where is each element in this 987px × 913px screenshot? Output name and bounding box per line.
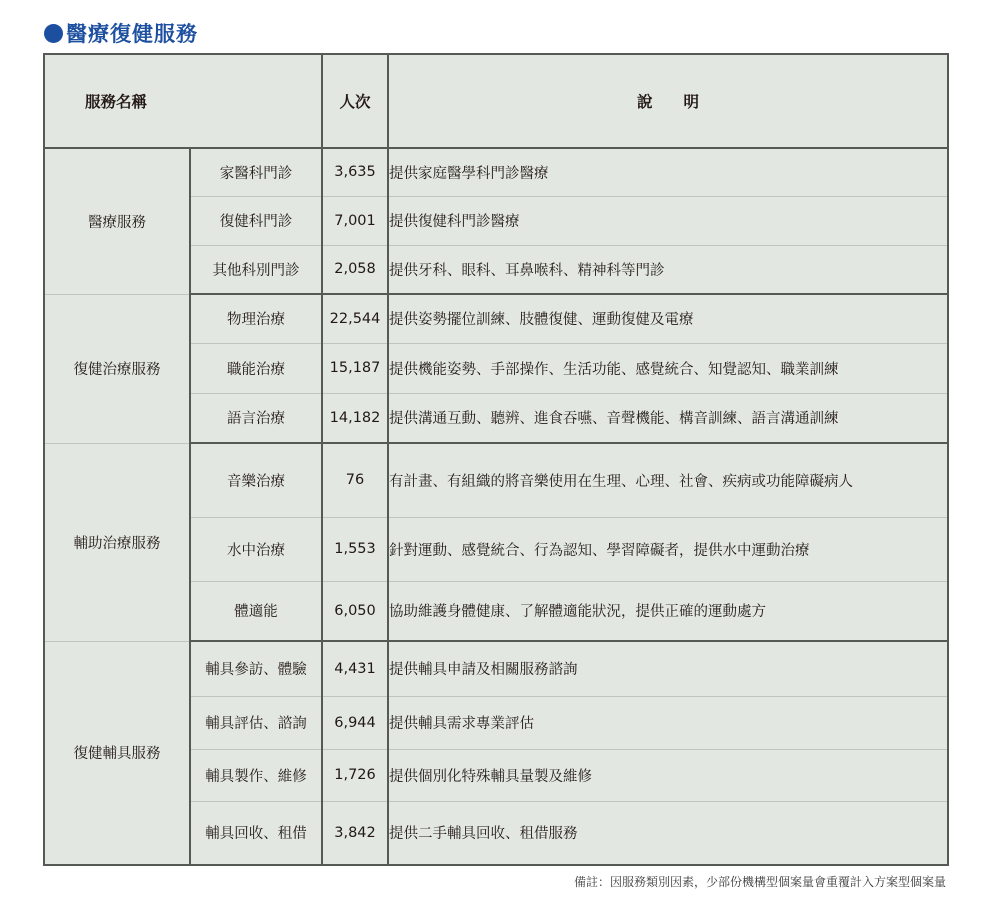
service-cell: 物理治療 [190,294,322,343]
count-cell: 15,187 [322,343,388,393]
header-description: 說 明 [388,54,948,148]
count-cell: 1,553 [322,517,388,581]
service-cell: 職能治療 [190,343,322,393]
count-cell: 6,050 [322,581,388,641]
description-cell: 有計畫、有組織的將音樂使用在生理、心理、社會、疾病或功能障礙病人 [388,443,948,517]
service-cell: 體適能 [190,581,322,641]
page-title-text: 醫療復健服務 [66,22,198,46]
header-count: 人次 [322,54,388,148]
table-row [44,641,948,696]
count-cell: 1,726 [322,749,388,801]
bullet-dot-icon [44,24,63,43]
description-cell: 提供溝通互動、聽辨、進食吞嚥、音聲機能、構音訓練、語言溝通訓練 [388,393,948,443]
description-cell: 提供牙科、眼科、耳鼻喉科、精神科等門診 [388,245,948,294]
description-cell: 針對運動、感覺統合、行為認知、學習障礙者，提供水中運動治療 [388,517,948,581]
description-cell: 提供家庭醫學科門診醫療 [388,148,948,196]
count-cell: 22,544 [322,294,388,343]
count-cell: 76 [322,443,388,517]
description-cell: 提供機能姿勢、手部操作、生活功能、感覺統合、知覺認知、職業訓練 [388,343,948,393]
description-cell: 提供二手輔具回收、租借服務 [388,801,948,865]
category-cell: 醫療服務 [44,148,190,294]
service-cell: 輔具參訪、體驗 [190,641,322,696]
description-cell: 提供個別化特殊輔具量製及維修 [388,749,948,801]
category-cell: 復健治療服務 [44,294,190,443]
table-row [44,443,948,517]
service-cell: 其他科別門診 [190,245,322,294]
count-cell: 4,431 [322,641,388,696]
services-table [43,53,949,866]
category-cell: 輔助治療服務 [44,443,190,641]
count-cell: 14,182 [322,393,388,443]
service-cell: 音樂治療 [190,443,322,517]
count-cell: 2,058 [322,245,388,294]
count-cell: 3,635 [322,148,388,196]
service-cell: 輔具評估、諮詢 [190,696,322,749]
description-cell: 提供輔具需求專業評估 [388,696,948,749]
service-cell: 水中治療 [190,517,322,581]
service-cell: 輔具製作、維修 [190,749,322,801]
category-cell: 復健輔具服務 [44,641,190,865]
count-cell: 6,944 [322,696,388,749]
service-cell: 語言治療 [190,393,322,443]
service-cell: 家醫科門診 [190,148,322,196]
description-cell: 提供復健科門診醫療 [388,196,948,245]
description-cell: 提供輔具申請及相關服務諮詢 [388,641,948,696]
service-cell: 輔具回收、租借 [190,801,322,865]
page-title [44,18,198,48]
description-cell: 提供姿勢擺位訓練、肢體復健、運動復健及電療 [388,294,948,343]
description-cell: 協助維護身體健康、了解體適能狀況，提供正確的運動處方 [388,581,948,641]
footnote: 備註：因服務類別因素，少部份機構型個案量會重覆計入方案型個案量 [573,875,946,889]
table-row [44,294,948,343]
count-cell: 3,842 [322,801,388,865]
count-cell: 7,001 [322,196,388,245]
service-cell: 復健科門診 [190,196,322,245]
table-row [44,148,948,196]
header-row [44,54,948,148]
header-service-name: 服務名稱 [44,54,322,148]
